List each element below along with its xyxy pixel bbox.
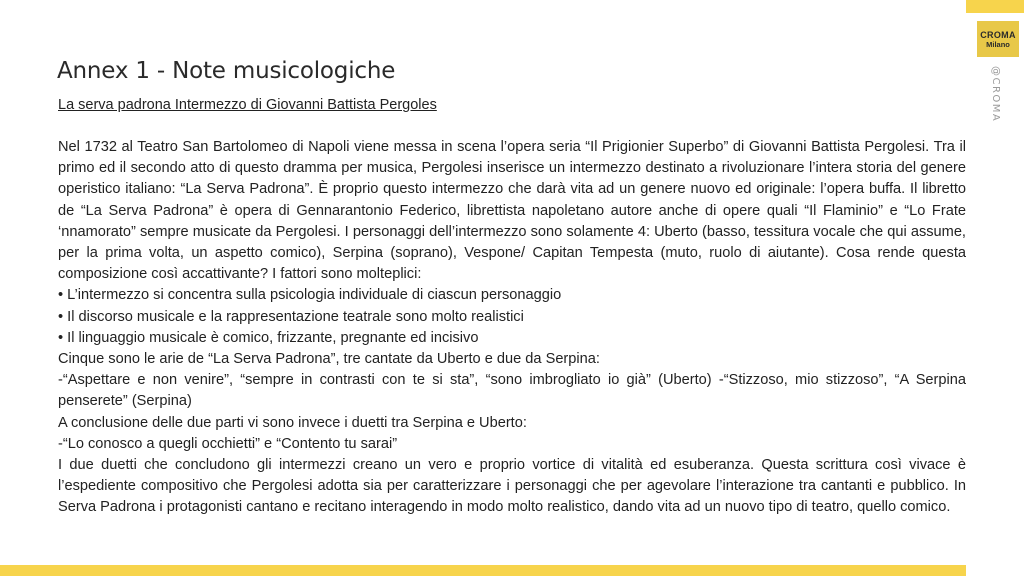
duets-intro: A conclusione delle due parti vi sono invece i duetti tra Serpina e Uberto: xyxy=(58,414,527,431)
page-subtitle: La serva padrona Intermezzo di Giovanni Battista Pergoles xyxy=(58,97,437,113)
conclusion-paragraph: I due duetti che concludono gli intermezzi creano un vero e proprio vortice di vitalità ed esuberanza. Questa scrittura così vivace è l’espediente compositivo che Pergolesi adotta sia per caratterizzare i personaggi che per agevolare l’interazione tra cantanti e pubblico. In Serva Padrona i protagonisti cantano e recitano interagendo in modo molto realistico, dando vita ad un nuovo tipo di teatro, quello comico. xyxy=(58,457,966,516)
bullet-item: • L’intermezzo si concentra sulla psicologia individuale di ciascun personaggio xyxy=(58,287,562,304)
bullet-item: • Il linguaggio musicale è comico, frizzante, pregnante ed incisivo xyxy=(58,329,479,346)
bullet-item: • Il discorso musicale e la rappresentazione teatrale sono molto realistici xyxy=(58,308,524,325)
top-accent-bar xyxy=(966,0,1024,13)
intro-paragraph: Nel 1732 al Teatro San Bartolomeo di Napoli viene messa in scena l’opera seria “Il Prigionier Superbo” di Giovanni Battista Pergolesi. Tra il primo ed il secondo atto di questo dramma per musica, Pergolesi inserisce un intermezzo destinato a rivoluzionare l’intera storia del genere operistico italiano: “La Serva Padrona”. È proprio questo intermezzo che darà vita ad un genere nuovo ed originale: l’opera buffa. Il libretto de “La Serva Padrona” è opera di Gennarantonio Federico, librettista napoletano autore anche di opere quali “Il Flaminio” e “Lo Frate ‘nnamorato” sempre musicate da Pergolesi. I personaggi dell’intermezzo sono solamente 4: Uberto (basso, tessitura vocale che qui assume, per la prima volta, un aspetto comico), Serpina (soprano), Vespone/ Capitan Tempesta (muto, ruolo di aiutante). Cosa rende questa composizione così accattivante? I fattori sono molteplici: xyxy=(58,139,966,283)
arias-list: -“Aspettare e non venire”, “sempre in contrasti con te si sta”, “sono imbrogliato io già” (Uberto) -“Stizzoso, mio stizzoso”, “A Serpina penserete” (Serpina) xyxy=(58,372,966,410)
logo-sub-text: Milano xyxy=(986,39,1010,49)
logo-main-text: CROMA xyxy=(980,29,1016,40)
croma-logo xyxy=(977,21,1019,57)
arias-intro: Cinque sono le arie de “La Serva Padrona”, tre cantate da Uberto e due da Serpina: xyxy=(58,351,600,368)
bottom-accent-bar xyxy=(0,565,966,576)
page-title: Annex 1 - Note musicologiche xyxy=(57,58,396,84)
vertical-watermark: @CROMA xyxy=(990,66,1001,123)
duets-list: -“Lo conosco a quegli occhietti” e “Contento tu sarai” xyxy=(58,435,398,452)
document-body xyxy=(58,137,966,519)
